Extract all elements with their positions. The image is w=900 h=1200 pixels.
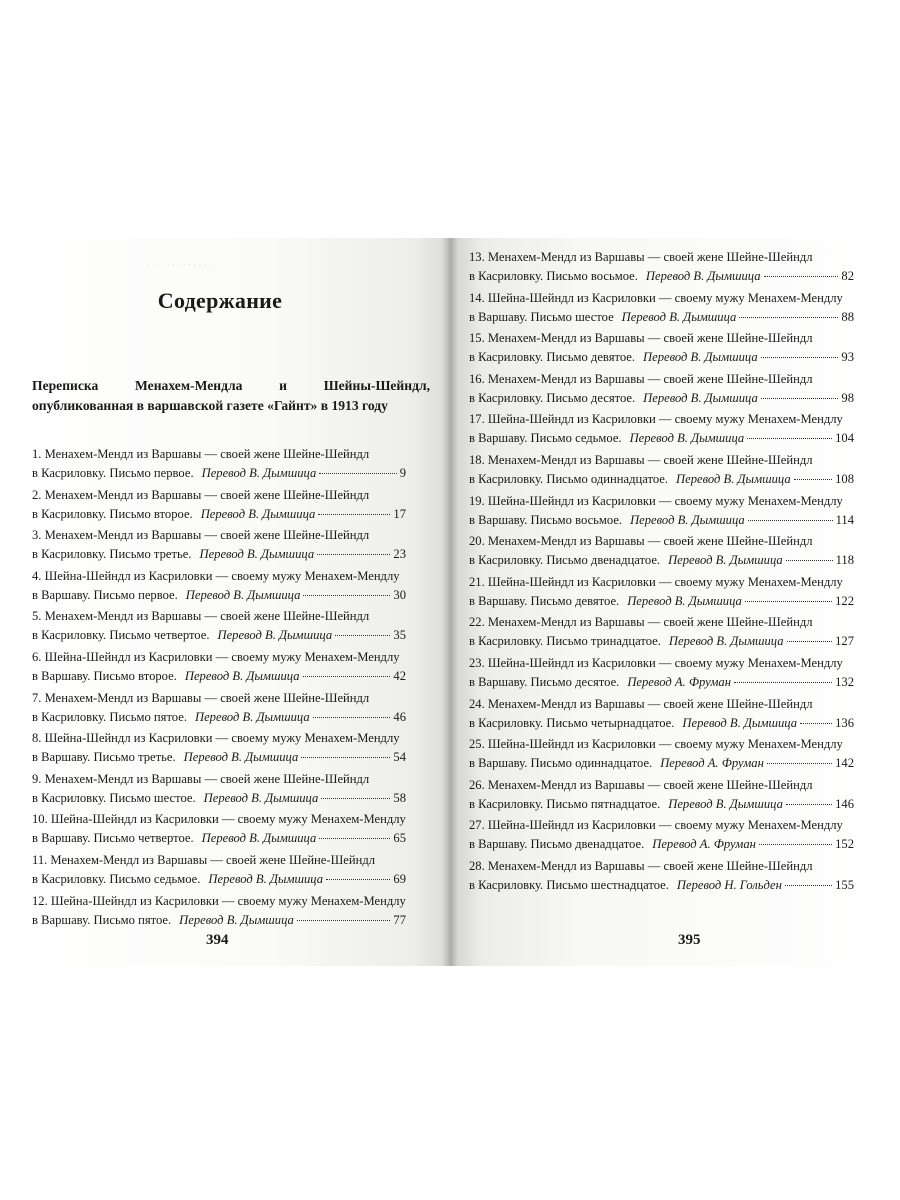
entry-detail-line <box>469 551 854 570</box>
dot-leader <box>767 763 832 764</box>
entry-translator: Перевод В. Дымшица <box>676 471 791 486</box>
entry-translator: Перевод В. Дымшица <box>185 587 301 602</box>
toc-entry[interactable] <box>469 370 854 411</box>
entry-detail-line <box>469 632 854 651</box>
entry-detail-line <box>32 708 406 727</box>
entry-page-number: 77 <box>393 912 406 927</box>
entry-heading: 21. Шейна-Шейндл из Касриловки — своему мужу Менахем-Мендлу <box>469 574 843 589</box>
entry-heading: 19. Шейна-Шейндл из Касриловки — своему мужу Менахем-Мендлу <box>469 493 843 508</box>
entry-detail-line <box>32 464 406 483</box>
entry-detail-line <box>469 592 854 611</box>
toc-entry[interactable] <box>32 486 406 527</box>
entry-letter: в Касриловку. Письмо двенадцатое. <box>469 553 661 568</box>
entry-letter: в Касриловку. Письмо второе. <box>32 506 193 521</box>
entry-heading: 2. Менахем-Мендл из Варшавы — своей жене Шейне-Шейндл <box>32 487 370 502</box>
entry-heading: 16. Менахем-Мендл из Варшавы — своей жене Шейне-Шейндл <box>469 371 813 386</box>
toc-entry[interactable] <box>32 567 406 608</box>
entry-page-number: 9 <box>399 466 406 480</box>
entry-translator: Перевод В. Дымшица <box>201 831 317 846</box>
dot-leader <box>759 844 832 845</box>
toc-entry[interactable] <box>469 492 854 533</box>
entry-letter: в Касриловку. Письмо десятое. <box>469 390 636 405</box>
show-through-text: · · · · · · · · · · · · · <box>146 260 212 270</box>
dot-leader <box>319 473 396 474</box>
entry-page-number: 42 <box>393 668 406 683</box>
toc-entry[interactable] <box>469 695 854 736</box>
entry-detail-line <box>469 754 854 773</box>
entry-letter: в Варшаву. Письмо пятое. <box>32 912 172 927</box>
entry-translator: Перевод В. Дымшица <box>643 350 758 365</box>
toc-entry[interactable] <box>32 851 406 892</box>
entry-detail-line <box>32 748 406 767</box>
entry-detail-line <box>32 505 406 524</box>
toc-entry[interactable] <box>469 654 854 695</box>
entry-translator: Перевод А. Фруман <box>660 756 764 771</box>
entry-translator: Перевод В. Дымшица <box>630 512 745 527</box>
dot-leader <box>319 838 390 839</box>
entry-page-number: 142 <box>835 756 854 771</box>
entry-detail-line <box>469 795 854 814</box>
entry-letter: в Касриловку. Письмо шестнадцатое. <box>469 877 669 892</box>
entry-translator: Перевод В. Дымшица <box>203 790 319 805</box>
entry-heading: 14. Шейна-Шейндл из Касриловки — своему мужу Менахем-Мендлу <box>469 290 843 305</box>
toc-entry[interactable] <box>469 532 854 573</box>
entry-letter: в Касриловку. Письмо четырнадцатое. <box>469 715 675 730</box>
entry-detail-line <box>32 586 406 605</box>
dot-leader <box>734 682 832 683</box>
entry-heading: 27. Шейна-Шейндл из Касриловки — своему мужу Менахем-Мендлу <box>469 818 843 833</box>
entry-detail-line <box>469 429 854 448</box>
entry-page-number: 155 <box>835 877 854 892</box>
entry-page-number: 69 <box>393 871 406 886</box>
toc-entry[interactable] <box>32 689 406 730</box>
dot-leader <box>297 920 391 921</box>
toc-entry[interactable] <box>32 770 406 811</box>
entry-translator: Перевод В. Дымшица <box>629 431 745 446</box>
entry-detail-line <box>469 876 854 895</box>
entry-translator: Перевод В. Дымшица <box>682 715 798 730</box>
entry-detail-line <box>32 911 406 930</box>
entry-page-number: 108 <box>835 471 854 486</box>
toc-entry[interactable] <box>469 857 854 898</box>
entry-translator: Перевод В. Дымшица <box>668 796 783 811</box>
entry-heading: 15. Менахем-Мендл из Варшавы — своей жене Шейне-Шейндл <box>469 331 813 346</box>
entry-translator: Перевод В. Дымшица <box>217 628 333 643</box>
entry-letter: в Варшаву. Письмо первое. <box>32 587 178 602</box>
entry-detail-line <box>469 714 854 733</box>
entry-page-number: 114 <box>835 512 854 527</box>
entry-page-number: 65 <box>393 831 406 846</box>
entry-translator: Перевод А. Фруман <box>652 837 756 852</box>
entry-letter: в Варшаву. Письмо десятое. <box>469 674 620 689</box>
entry-heading: 28. Менахем-Мендл из Варшавы — своей жене Шейне-Шейндл <box>469 858 813 873</box>
entry-translator: Перевод В. Дымшица <box>627 593 742 608</box>
entry-translator: Перевод В. Дымшица <box>200 506 316 521</box>
entry-page-number: 82 <box>841 269 854 283</box>
entry-detail-line <box>469 267 854 286</box>
toc-entry[interactable] <box>469 776 854 817</box>
entry-heading: 25. Шейна-Шейндл из Касриловки — своему мужу Менахем-Мендлу <box>469 737 843 752</box>
entry-page-number: 58 <box>393 790 406 805</box>
entry-page-number: 104 <box>835 431 854 446</box>
entry-heading: 4. Шейна-Шейндл из Касриловки — своему мужу Менахем-Мендлу <box>32 568 400 583</box>
entry-translator: Перевод А. Фруман <box>627 674 731 689</box>
toc-entry[interactable] <box>32 445 406 486</box>
entry-heading: 9. Менахем-Мендл из Варшавы — своей жене Шейне-Шейндл <box>32 771 370 786</box>
toc-entry[interactable] <box>469 248 854 289</box>
dot-leader <box>786 560 833 561</box>
entry-heading: 10. Шейна-Шейндл из Касриловки — своему мужу Менахем-Мендлу <box>32 812 406 827</box>
entry-letter: в Варшаву. Письмо одиннадцатое. <box>469 756 653 771</box>
toc-entry[interactable] <box>469 735 854 776</box>
book-spread <box>0 238 900 966</box>
entry-page-number: 127 <box>835 634 854 649</box>
entry-letter: в Касриловку. Письмо третье. <box>32 547 192 562</box>
dot-leader <box>303 676 391 677</box>
entry-letter: в Касриловку. Письмо седьмое. <box>32 871 201 886</box>
entry-page-number: 54 <box>393 750 406 765</box>
entry-letter: в Касриловку. Письмо четвертое. <box>32 628 210 643</box>
entry-detail-line <box>32 789 406 808</box>
entry-heading: 6. Шейна-Шейндл из Касриловки — своему мужу Менахем-Мендлу <box>32 649 400 664</box>
entry-letter: в Варшаву. Письмо второе. <box>32 668 177 683</box>
dot-leader <box>335 635 390 636</box>
entry-page-number: 46 <box>393 709 406 724</box>
entry-page-number: 152 <box>835 837 854 852</box>
entry-letter: в Касриловку. Письмо пятое. <box>32 709 187 724</box>
toc-entry[interactable] <box>469 410 854 451</box>
entry-letter: в Касриловку. Письмо пятнадцатое. <box>469 796 661 811</box>
entry-translator: Перевод В. Дымшица <box>645 269 761 283</box>
toc-title: Содержание <box>157 288 283 313</box>
toc-entry[interactable] <box>469 573 854 614</box>
entry-letter: в Касриловку. Письмо девятое. <box>469 350 636 365</box>
entry-detail-line <box>32 545 406 564</box>
toc-list-left <box>32 445 406 932</box>
entry-detail-line <box>32 626 406 645</box>
entry-heading: 13. Менахем-Мендл из Варшавы — своей жене Шейне-Шейндл <box>469 250 813 264</box>
entry-letter: в Варшаву. Письмо шестое <box>469 309 614 324</box>
entry-page-number: 146 <box>835 796 854 811</box>
entry-page-number: 122 <box>835 593 854 608</box>
entry-page-number: 118 <box>835 553 854 568</box>
dot-leader <box>787 641 833 642</box>
entry-heading: 23. Шейна-Шейндл из Касриловки — своему мужу Менахем-Мендлу <box>469 655 843 670</box>
entry-detail-line <box>469 308 854 327</box>
toc-entry[interactable] <box>32 526 406 567</box>
entry-translator: Перевод В. Дымшица <box>195 709 310 724</box>
entry-heading: 1. Менахем-Мендл из Варшавы — своей жене Шейне-Шейндл <box>32 447 370 461</box>
dot-leader <box>326 879 390 880</box>
entry-page-number: 35 <box>393 628 406 643</box>
entry-translator: Перевод В. Дымшица <box>179 912 294 927</box>
entry-translator: Перевод В. Дымшица <box>643 390 758 405</box>
entry-heading: 3. Менахем-Мендл из Варшавы — своей жене Шейне-Шейндл <box>32 528 370 543</box>
entry-letter: в Варшаву. Письмо девятое. <box>469 593 620 608</box>
entry-page-number: 88 <box>841 309 854 324</box>
entry-detail-line <box>469 348 854 367</box>
dot-leader <box>303 595 390 596</box>
toc-entry[interactable] <box>469 289 854 330</box>
toc-list-right <box>469 248 854 898</box>
entry-translator: Перевод В. Дымшица <box>208 871 324 886</box>
entry-detail-line <box>469 389 854 408</box>
dot-leader <box>747 438 832 439</box>
entry-heading: 22. Менахем-Мендл из Варшавы — своей жене Шейне-Шейндл <box>469 615 813 630</box>
entry-heading: 8. Шейна-Шейндл из Касриловки — своему мужу Менахем-Мендлу <box>32 731 400 746</box>
entry-detail-line <box>32 829 406 848</box>
entry-detail-line <box>469 470 854 489</box>
dot-leader <box>301 757 390 758</box>
entry-heading: 26. Менахем-Мендл из Варшавы — своей жене Шейне-Шейндл <box>469 777 813 792</box>
dot-leader <box>785 885 832 886</box>
entry-heading: 12. Шейна-Шейндл из Касриловки — своему мужу Менахем-Мендлу <box>32 893 406 908</box>
right-page <box>450 238 900 966</box>
toc-entry[interactable] <box>32 607 406 648</box>
entry-translator: Перевод В. Дымшица <box>201 466 317 480</box>
dot-leader <box>321 798 390 799</box>
entry-translator: Перевод В. Дымшица <box>183 750 299 765</box>
entry-letter: в Касриловку. Письмо шестое. <box>32 790 196 805</box>
entry-detail-line <box>469 673 854 692</box>
dot-leader <box>745 601 832 602</box>
entry-translator: Перевод В. Дымшица <box>184 668 300 683</box>
entry-detail-line <box>32 667 406 686</box>
entry-heading: 18. Менахем-Мендл из Варшавы — своей жене Шейне-Шейндл <box>469 452 813 467</box>
entry-heading: 17. Шейна-Шейндл из Касриловки — своему мужу Менахем-Мендлу <box>469 412 843 427</box>
entry-detail-line <box>32 870 406 889</box>
dot-leader <box>764 276 839 277</box>
dot-leader <box>748 520 833 521</box>
entry-translator: Перевод В. Дымшица <box>668 553 783 568</box>
entry-page-number: 30 <box>393 587 406 602</box>
entry-page-number: 136 <box>835 715 854 730</box>
entry-translator: Перевод В. Дымшица <box>199 547 315 562</box>
toc-entry[interactable] <box>469 613 854 654</box>
entry-letter: в Варшаву. Письмо седьмое. <box>469 431 622 446</box>
dot-leader <box>800 723 832 724</box>
entry-detail-line <box>469 835 854 854</box>
dot-leader <box>786 804 832 805</box>
entry-translator: Перевод В. Дымшица <box>668 634 784 649</box>
dot-leader <box>739 317 838 318</box>
entry-letter: в Варшаву. Письмо восьмое. <box>469 512 623 527</box>
dot-leader <box>761 398 839 399</box>
entry-heading: 5. Менахем-Мендл из Варшавы — своей жене Шейне-Шейндл <box>32 609 370 624</box>
entry-letter: в Касриловку. Письмо восьмое. <box>469 269 638 283</box>
dot-leader <box>761 357 839 358</box>
dot-leader <box>317 554 390 555</box>
entry-heading: 24. Менахем-Мендл из Варшавы — своей жене Шейне-Шейндл <box>469 696 813 711</box>
page-number-left: 394 <box>206 932 229 948</box>
entry-letter: в Касриловку. Письмо тринадцатое. <box>469 634 661 649</box>
entry-translator: Перевод В. Дымшица <box>621 309 737 324</box>
section-heading: Переписка Менахем-Мендла и Шейны-Шейндл, опубликованная в варшавской газете «Гайнт» в 1913 году <box>32 378 430 413</box>
entry-letter: в Касриловку. Письмо первое. <box>32 466 194 480</box>
toc-entry[interactable] <box>32 892 406 933</box>
entry-page-number: 23 <box>393 547 406 562</box>
entry-translator: Перевод Н. Гольден <box>676 877 782 892</box>
book-gutter <box>442 238 458 966</box>
dot-leader <box>794 479 832 480</box>
toc-entry[interactable] <box>469 816 854 857</box>
toc-entry[interactable] <box>469 451 854 492</box>
entry-page-number: 17 <box>393 506 406 521</box>
entry-letter: в Касриловку. Письмо одиннадцатое. <box>469 471 669 486</box>
entry-heading: 11. Менахем-Мендл из Варшавы — своей жене Шейне-Шейндл <box>32 852 376 867</box>
left-page <box>0 238 450 966</box>
entry-letter: в Варшаву. Письмо двенадцатое. <box>469 837 645 852</box>
toc-entry[interactable] <box>469 329 854 370</box>
toc-entry[interactable] <box>32 810 406 851</box>
entry-letter: в Варшаву. Письмо четвертое. <box>32 831 194 846</box>
toc-entry[interactable] <box>32 648 406 689</box>
entry-page-number: 132 <box>835 674 854 689</box>
entry-detail-line <box>469 511 854 530</box>
page-number-right: 395 <box>678 932 701 948</box>
entry-letter: в Варшаву. Письмо третье. <box>32 750 176 765</box>
entry-heading: 7. Менахем-Мендл из Варшавы — своей жене Шейне-Шейндл <box>32 690 370 705</box>
entry-heading: 20. Менахем-Мендл из Варшавы — своей жене Шейне-Шейндл <box>469 534 813 549</box>
dot-leader <box>313 717 391 718</box>
entry-page-number: 93 <box>841 350 854 365</box>
toc-entry[interactable] <box>32 729 406 770</box>
dot-leader <box>318 514 390 515</box>
entry-page-number: 98 <box>841 390 854 405</box>
